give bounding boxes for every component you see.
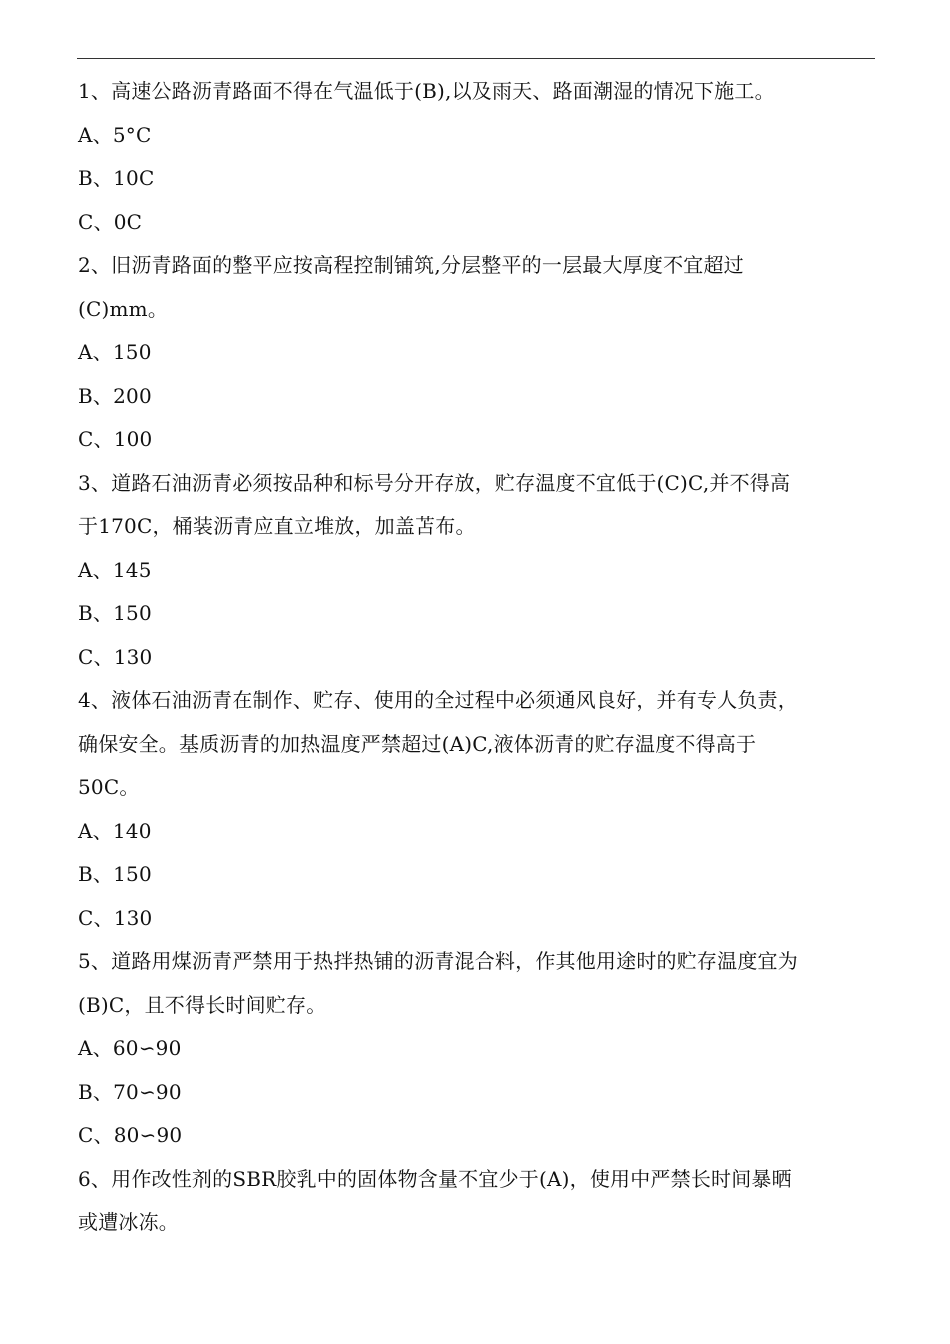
question-4-option-c: C、130: [78, 905, 153, 930]
question-4-option-a: A、140: [78, 818, 152, 843]
question-1-option-a: A、5°C: [78, 122, 152, 147]
question-3-text-cont: 于170C，桶装沥青应直立堆放，加盖苫布。: [78, 514, 476, 538]
top-rule: [77, 58, 875, 59]
question-5-option-c: C、80∽90: [78, 1123, 183, 1147]
question-list: [78, 70, 878, 1245]
question-2-text: 2、旧沥青路面的整平应按高程控制铺筑,分层整平的一层最大厚度不宜超过: [78, 253, 744, 277]
question-2-option-b: B、200: [78, 383, 152, 408]
question-5-option-b: B、70∽90: [78, 1079, 182, 1104]
question-4-text-cont: 确保安全。基质沥青的加热温度严禁超过(A)C,液体沥青的贮存温度不得高于: [78, 731, 757, 756]
question-2-option-c: C、100: [78, 427, 153, 451]
question-5-text-cont: (B)C，且不得长时间贮存。: [78, 992, 327, 1017]
question-1-text: 1、高速公路沥青路面不得在气温低于(B),以及雨天、路面潮湿的情况下施工。: [78, 79, 775, 103]
question-3-option-c: C、130: [78, 644, 153, 669]
question-4-text: 4、液体石油沥青在制作、贮存、使用的全过程中必须通风良好，并有专人负责，: [78, 688, 798, 712]
question-6-text: 6、用作改性剂的SBR胶乳中的固体物含量不宜少于(A)，使用中严禁长时间暴晒: [78, 1166, 792, 1191]
question-3-text: 3、道路石油沥青必须按品种和标号分开存放，贮存温度不宜低于(C)C,并不得高: [78, 470, 791, 495]
question-6-text-cont: 或遭冰冻。: [78, 1210, 179, 1234]
question-4-option-b: B、150: [78, 862, 152, 886]
question-3-option-b: B、150: [78, 601, 152, 625]
question-4-text-cont-2: 50C。: [78, 775, 140, 799]
question-5-text: 5、道路用煤沥青严禁用于热拌热铺的沥青混合料，作其他用途时的贮存温度宜为: [78, 949, 798, 973]
question-2-option-a: A、150: [78, 340, 152, 364]
question-1-option-b: B、10C: [78, 166, 155, 190]
question-1-option-c: C、0C: [78, 209, 143, 234]
question-2-text-cont: (C)mm。: [78, 296, 169, 321]
question-3-option-a: A、145: [78, 557, 152, 582]
question-5-option-a: A、60∽90: [78, 1036, 182, 1060]
